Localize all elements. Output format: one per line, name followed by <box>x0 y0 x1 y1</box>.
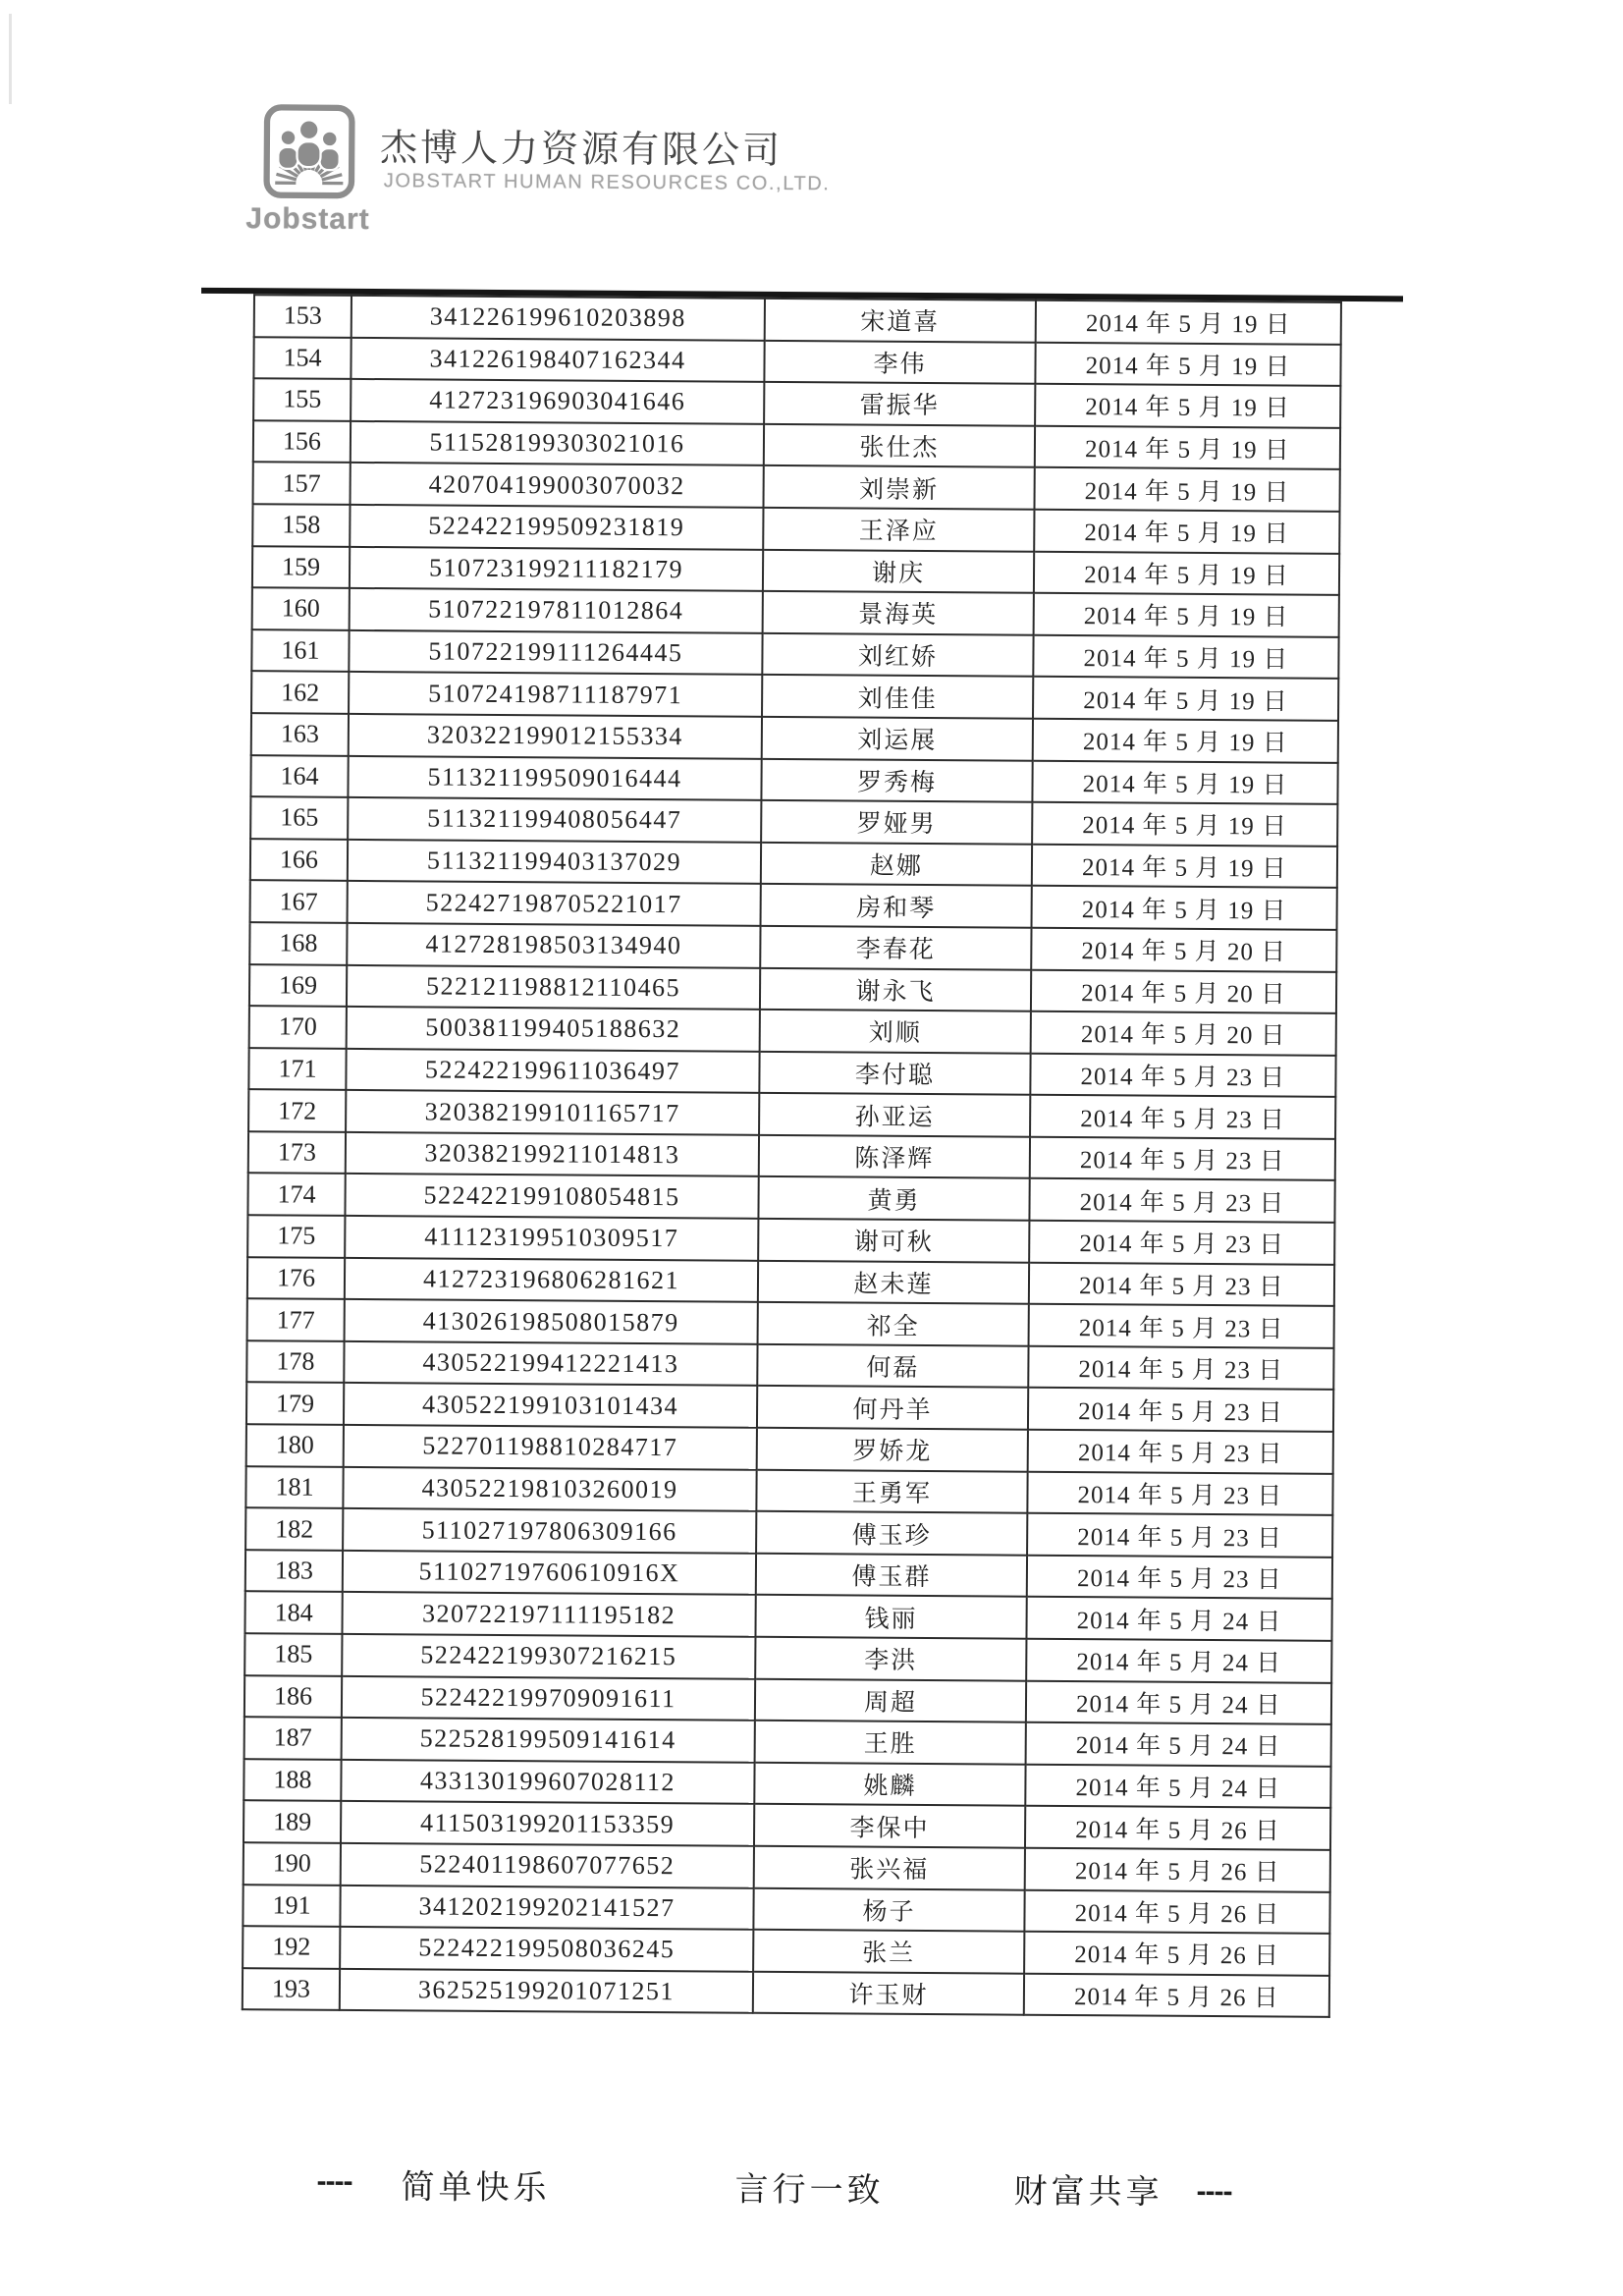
date-cell: 2014 年 5 月 23 日 <box>1028 1430 1333 1474</box>
footer-slogan-1: 简单快乐 <box>401 2168 551 2208</box>
date-cell: 2014 年 5 月 24 日 <box>1026 1639 1331 1683</box>
row-number-cell: 184 <box>244 1592 342 1634</box>
date-cell: 2014 年 5 月 20 日 <box>1031 969 1336 1013</box>
row-number-cell: 177 <box>247 1298 345 1340</box>
name-cell: 刘佳佳 <box>762 675 1033 719</box>
row-number-cell: 180 <box>246 1424 344 1466</box>
date-cell: 2014 年 5 月 20 日 <box>1031 928 1336 972</box>
date-cell: 2014 年 5 月 23 日 <box>1028 1388 1333 1432</box>
name-cell: 李伟 <box>764 340 1035 384</box>
row-number-cell: 175 <box>247 1215 345 1257</box>
date-cell: 2014 年 5 月 23 日 <box>1030 1095 1335 1139</box>
date-cell: 2014 年 5 月 24 日 <box>1025 1765 1330 1809</box>
company-name-en: JOBSTART HUMAN RESOURCES CO.,LTD. <box>383 170 831 195</box>
id-number-cell: 362525199201071251 <box>340 1969 753 2014</box>
date-cell: 2014 年 5 月 26 日 <box>1025 1806 1330 1850</box>
date-cell: 2014 年 5 月 19 日 <box>1036 301 1341 345</box>
id-number-cell: 412728198503134940 <box>347 923 760 968</box>
row-number-cell: 154 <box>253 337 351 379</box>
name-cell: 景海英 <box>763 591 1034 635</box>
footer-slogan-2: 言行一致 <box>734 2170 885 2210</box>
row-number-cell: 189 <box>243 1801 341 1843</box>
date-cell: 2014 年 5 月 19 日 <box>1035 426 1340 470</box>
name-cell: 傅玉群 <box>756 1554 1027 1598</box>
date-cell: 2014 年 5 月 19 日 <box>1034 467 1339 512</box>
row-number-cell: 158 <box>252 504 350 546</box>
name-cell: 何丹羊 <box>757 1386 1028 1430</box>
row-number-cell: 174 <box>247 1174 345 1216</box>
name-cell: 李保中 <box>754 1804 1025 1848</box>
row-number-cell: 185 <box>244 1633 342 1675</box>
id-number-cell: 320382199101165717 <box>346 1090 759 1135</box>
name-cell: 赵娜 <box>761 843 1032 887</box>
id-number-cell: 522422199307216215 <box>342 1634 755 1679</box>
date-cell: 2014 年 5 月 23 日 <box>1029 1262 1334 1306</box>
letterhead <box>2 0 1623 237</box>
id-number-cell: 522422199509231819 <box>350 505 763 550</box>
date-cell: 2014 年 5 月 23 日 <box>1029 1221 1334 1265</box>
row-number-cell: 164 <box>250 755 348 797</box>
id-number-cell: 341226198407162344 <box>351 337 764 382</box>
date-cell: 2014 年 5 月 24 日 <box>1026 1722 1331 1767</box>
name-cell: 刘运展 <box>762 717 1033 761</box>
logo-wordmark: Jobstart <box>245 202 370 237</box>
table-row <box>243 1968 1329 2017</box>
name-cell: 李洪 <box>755 1637 1026 1681</box>
roster-table-wrap <box>242 294 1342 2018</box>
row-number-cell: 169 <box>249 964 347 1007</box>
name-cell: 刘红娇 <box>762 633 1033 678</box>
id-number-cell: 511321199408056447 <box>348 797 761 843</box>
date-cell: 2014 年 5 月 19 日 <box>1035 384 1340 428</box>
name-cell: 谢可秋 <box>758 1219 1029 1263</box>
id-number-cell: 411503199201153359 <box>341 1801 754 1846</box>
name-cell: 谢永飞 <box>760 967 1031 1011</box>
row-number-cell: 173 <box>248 1131 346 1174</box>
id-number-cell: 522701198810284717 <box>344 1425 757 1470</box>
row-number-cell: 168 <box>249 922 347 964</box>
id-number-cell: 430522198103260019 <box>343 1466 756 1511</box>
id-number-cell: 500381199405188632 <box>347 1007 760 1052</box>
date-cell: 2014 年 5 月 20 日 <box>1031 1011 1336 1056</box>
name-cell: 杨子 <box>753 1887 1024 1932</box>
date-cell: 2014 年 5 月 19 日 <box>1032 802 1337 847</box>
name-cell: 罗娅男 <box>761 800 1032 845</box>
row-number-cell: 159 <box>252 546 350 588</box>
id-number-cell: 413026198508015879 <box>345 1299 758 1344</box>
date-cell: 2014 年 5 月 19 日 <box>1032 844 1337 888</box>
footer-dash-left: ---- <box>316 2164 352 2198</box>
date-cell: 2014 年 5 月 26 日 <box>1024 1889 1329 1934</box>
company-name-zh: 杰博人力资源有限公司 <box>379 128 784 172</box>
id-number-cell: 511027197806309166 <box>343 1508 756 1554</box>
date-cell: 2014 年 5 月 19 日 <box>1035 342 1340 386</box>
id-number-cell: 430522199412221413 <box>344 1341 757 1387</box>
id-number-cell: 341226199610203898 <box>352 296 765 341</box>
date-cell: 2014 年 5 月 26 日 <box>1024 1932 1329 1976</box>
row-number-cell: 172 <box>248 1089 346 1131</box>
date-cell: 2014 年 5 月 23 日 <box>1030 1137 1335 1181</box>
date-cell: 2014 年 5 月 19 日 <box>1033 677 1338 721</box>
id-number-cell: 510723199211182179 <box>350 546 763 591</box>
id-number-cell: 320722197111195182 <box>342 1592 755 1637</box>
name-cell: 谢庆 <box>763 549 1034 593</box>
name-cell: 陈泽辉 <box>759 1135 1030 1179</box>
name-cell: 张兰 <box>753 1930 1024 1974</box>
id-number-cell: 433130199607028112 <box>341 1760 754 1805</box>
row-number-cell: 191 <box>243 1885 340 1927</box>
row-number-cell: 179 <box>246 1383 344 1425</box>
id-number-cell: 511528199303021016 <box>351 421 764 466</box>
name-cell: 赵未莲 <box>758 1260 1029 1304</box>
row-number-cell: 183 <box>245 1550 343 1592</box>
name-cell: 宋道喜 <box>765 299 1036 343</box>
row-number-cell: 162 <box>251 672 349 714</box>
id-number-cell: 420704199003070032 <box>351 463 764 508</box>
name-cell: 房和琴 <box>761 884 1032 928</box>
name-cell: 孙亚运 <box>759 1093 1030 1137</box>
row-number-cell: 153 <box>254 295 352 337</box>
id-number-cell: 412723196903041646 <box>351 379 764 424</box>
id-number-cell: 522422199508036245 <box>340 1927 753 1972</box>
row-number-cell: 160 <box>252 587 350 629</box>
id-number-cell: 430522199103101434 <box>344 1383 757 1428</box>
name-cell: 姚麟 <box>754 1763 1025 1807</box>
name-cell: 罗娇龙 <box>757 1428 1028 1472</box>
date-cell: 2014 年 5 月 23 日 <box>1027 1513 1332 1558</box>
date-cell: 2014 年 5 月 23 日 <box>1028 1346 1333 1391</box>
name-cell: 傅玉珍 <box>756 1511 1027 1556</box>
date-cell: 2014 年 5 月 23 日 <box>1027 1556 1332 1600</box>
row-number-cell: 166 <box>250 839 348 881</box>
row-number-cell: 192 <box>243 1926 340 1968</box>
date-cell: 2014 年 5 月 19 日 <box>1034 593 1339 637</box>
date-cell: 2014 年 5 月 26 日 <box>1024 1973 1329 2017</box>
date-cell: 2014 年 5 月 19 日 <box>1034 551 1339 595</box>
row-number-cell: 165 <box>250 796 348 839</box>
id-number-cell: 522422199611036497 <box>346 1049 759 1094</box>
date-cell: 2014 年 5 月 23 日 <box>1029 1304 1334 1348</box>
row-number-cell: 190 <box>243 1842 341 1885</box>
name-cell: 祁全 <box>758 1302 1029 1346</box>
footer-slogan-3: 财富共享 <box>1013 2172 1163 2212</box>
name-cell: 黄勇 <box>758 1176 1029 1221</box>
id-number-cell: 511321199509016444 <box>348 755 761 800</box>
footer-slogans <box>0 2155 1610 2225</box>
row-number-cell: 155 <box>253 378 351 420</box>
id-number-cell: 320322199012155334 <box>349 714 762 759</box>
id-number-cell: 522422199709091611 <box>342 1675 755 1721</box>
row-number-cell: 186 <box>244 1675 342 1718</box>
roster-table-body <box>243 295 1341 2017</box>
date-cell: 2014 年 5 月 19 日 <box>1034 510 1339 554</box>
date-cell: 2014 年 5 月 26 日 <box>1025 1848 1330 1892</box>
footer-dash-right: ---- <box>1196 2174 1232 2209</box>
id-number-cell: 522422199108054815 <box>345 1174 758 1219</box>
row-number-cell: 167 <box>250 881 348 923</box>
row-number-cell: 187 <box>244 1717 342 1759</box>
jobstart-logo-icon <box>262 102 357 209</box>
date-cell: 2014 年 5 月 19 日 <box>1033 635 1338 680</box>
date-cell: 2014 年 5 月 19 日 <box>1032 760 1337 804</box>
row-number-cell: 156 <box>253 420 351 463</box>
date-cell: 2014 年 5 月 23 日 <box>1030 1053 1335 1097</box>
row-number-cell: 182 <box>245 1507 343 1550</box>
name-cell: 罗秀梅 <box>761 758 1032 802</box>
date-cell: 2014 年 5 月 19 日 <box>1032 886 1337 930</box>
name-cell: 李付聪 <box>759 1052 1030 1096</box>
row-number-cell: 171 <box>248 1048 346 1090</box>
name-cell: 王泽应 <box>763 508 1034 552</box>
name-cell: 雷振华 <box>764 382 1035 426</box>
name-cell: 王胜 <box>755 1721 1026 1765</box>
id-number-cell: 411123199510309517 <box>345 1216 758 1261</box>
id-number-cell: 522401198607077652 <box>341 1843 754 1888</box>
row-number-cell: 163 <box>251 713 349 755</box>
name-cell: 王勇军 <box>756 1469 1027 1513</box>
date-cell: 2014 年 5 月 24 日 <box>1026 1597 1331 1641</box>
id-number-cell: 511321199403137029 <box>348 840 761 885</box>
date-cell: 2014 年 5 月 24 日 <box>1026 1680 1331 1724</box>
row-number-cell: 157 <box>253 463 351 505</box>
name-cell: 何磊 <box>757 1344 1028 1389</box>
id-number-cell: 341202199202141527 <box>340 1885 753 1930</box>
date-cell: 2014 年 5 月 23 日 <box>1029 1178 1334 1223</box>
name-cell: 刘崇新 <box>763 465 1034 510</box>
id-number-cell: 320382199211014813 <box>346 1132 759 1177</box>
date-cell: 2014 年 5 月 19 日 <box>1033 719 1338 763</box>
id-number-cell: 510722197811012864 <box>350 588 763 633</box>
row-number-cell: 193 <box>243 1968 340 2010</box>
name-cell: 钱丽 <box>755 1595 1026 1639</box>
row-number-cell: 161 <box>251 629 349 672</box>
row-number-cell: 178 <box>246 1340 344 1383</box>
name-cell: 许玉财 <box>753 1972 1024 2016</box>
name-cell: 张仕杰 <box>764 424 1035 468</box>
date-cell: 2014 年 5 月 23 日 <box>1027 1471 1332 1515</box>
id-number-cell: 522121198812110465 <box>347 964 760 1010</box>
name-cell: 张兴福 <box>754 1846 1025 1890</box>
row-number-cell: 170 <box>249 1006 347 1048</box>
roster-table <box>242 294 1342 2018</box>
row-number-cell: 176 <box>247 1257 345 1299</box>
name-cell: 周超 <box>755 1678 1026 1722</box>
id-number-cell: 522427198705221017 <box>348 881 761 926</box>
id-number-cell: 51102719760610916X <box>343 1551 756 1596</box>
name-cell: 李春花 <box>760 926 1031 970</box>
id-number-cell: 510722199111264445 <box>349 630 762 676</box>
row-number-cell: 188 <box>243 1759 341 1801</box>
id-number-cell: 412723196806281621 <box>345 1258 758 1303</box>
name-cell: 刘顺 <box>760 1010 1031 1054</box>
id-number-cell: 522528199509141614 <box>342 1718 755 1763</box>
row-number-cell: 181 <box>245 1466 343 1508</box>
id-number-cell: 510724198711187971 <box>349 672 762 717</box>
